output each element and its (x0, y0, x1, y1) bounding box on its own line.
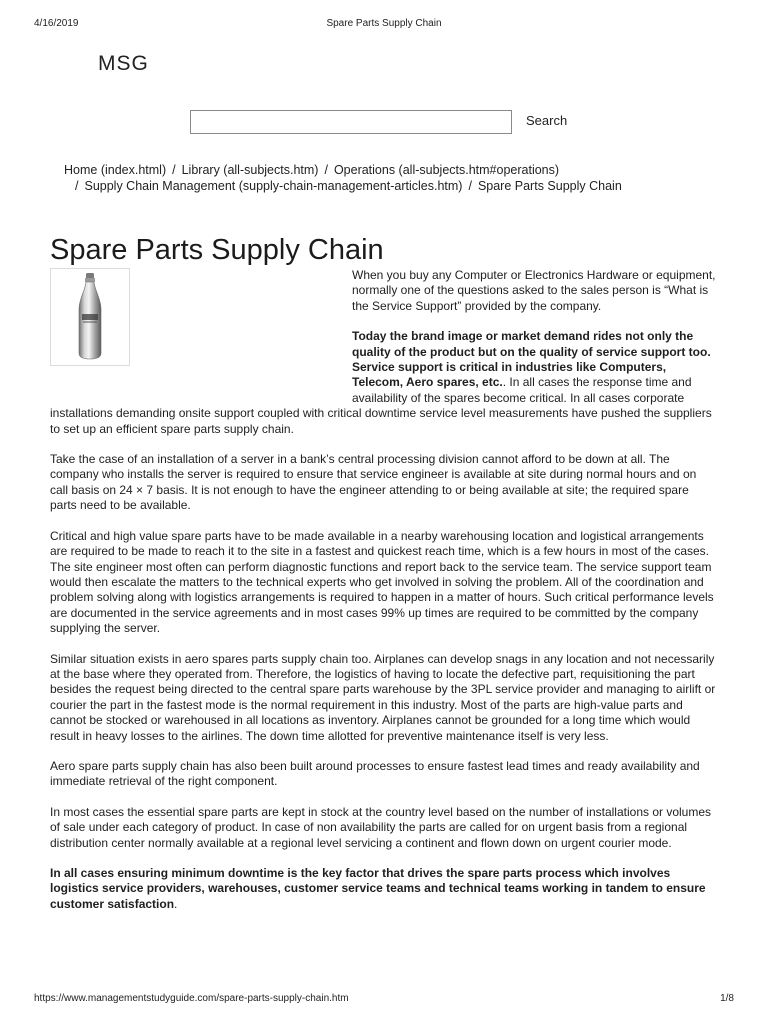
page-number: 1/8 (720, 993, 734, 1004)
breadcrumb (64, 162, 684, 194)
breadcrumb-current: Spare Parts Supply Chain (477, 179, 622, 193)
paragraph-text: . In all cases the response time and availability of the spares become critical. In all cases corporate installations demanding onsite support coupled with critical downtime service level measurements have pushed the suppliers to set up an efficient spare parts supply chain. (50, 375, 712, 436)
page-title: Spare Parts Supply Chain (50, 234, 384, 267)
emphasis-text: Today the brand image or market demand rides not only the quality of the product but on the quality of service support too. Service support is critical in industries like Computers, Telecom, Aero spares, etc. (352, 329, 711, 390)
search-input[interactable] (190, 110, 512, 134)
search-button[interactable]: Search (526, 113, 568, 128)
paragraph-text: . (174, 896, 178, 911)
breadcrumb-library[interactable]: Library (all-subjects.htm) (181, 163, 319, 177)
paragraph-aero-spares: Similar situation exists in aero spares parts supply chain too. Airplanes can develop snags in any location and not necessarily at the base where they operated from. Therefore, the logistics of having to locate the defective part, requisitioning the part besides the request being directed to the central spare parts warehouse by the 3PL service provider and managing to airlift or courier the part in the fastest mode is the normal requirement in this industry. Most of the parts are high-value parts and cannot be stocked or warehoused in all locations as inventory. Airplanes cannot be grounded for a long time which would result in heavy losses to the airlines. The down time allotted for preventive maintenance itself is very less. (50, 651, 716, 743)
breadcrumb-home[interactable]: Home (index.html) (64, 163, 167, 177)
breadcrumb-separator: / (75, 179, 79, 193)
print-doc-title: Spare Parts Supply Chain (326, 18, 442, 29)
breadcrumb-supply-chain-management[interactable]: Supply Chain Management (supply-chain-management-articles.htm) (84, 179, 463, 193)
paragraph-aero-processes: Aero spare parts supply chain has also been built around processes to ensure fastest lead times and ready availability and immediate retrieval of the right component. (50, 758, 700, 789)
image-spacer (50, 268, 352, 396)
paragraph-critical-parts: Critical and high value spare parts have to be made available in a nearby warehousing location and logistical arrangements are required to be made to reach it to the site in a fastest and quickest reach time, which is a few hours in most of the cases. The site engineer most often can perform diagnostic functions and report back to the service team. The service support team would then escalate the matters to the technical experts who get involved in solving the problem. All of the coordination and problem solving along with logistics arrangements is required to happen in a matter of hours. Such critical performance levels are documented in the service agreements and in most cases 99% up times are required to be committed by the company supplying the server. (50, 528, 714, 636)
breadcrumb-separator: / (324, 163, 328, 177)
breadcrumb-operations[interactable]: Operations (all-subjects.htm#operations) (333, 163, 560, 177)
emphasis-text: In all cases ensuring minimum downtime is the key factor that drives the spare parts process which involves logistics service providers, warehouses, customer service teams and technical teams working in tandem to ensure customer satisfaction (50, 866, 706, 911)
paragraph-server-case: Take the case of an installation of a server in a bank’s central processing division cannot afford to be down at all. The company who installs the server is required to ensure that service engineer is available at site during normal hours and on call basis on 24 × 7 basis. It is not enough to have the engineer attending to or being available at site; the required spare parts need to be available. (50, 452, 697, 513)
article-body (50, 268, 716, 927)
paragraph-stock-levels: In most cases the essential spare parts are kept in stock at the country level based on the number of installations or volumes of sale under each category of product. In case of non availability the parts are called for on urgent basis from a regional distribution center normally available at a regional level servicing a continent and flown down on urgent courier mode. (50, 804, 712, 850)
breadcrumb-separator: / (468, 179, 472, 193)
paragraph-conclusion (50, 866, 716, 912)
site-logo[interactable]: MSG (98, 52, 149, 75)
print-url: https://www.managementstudyguide.com/spare-parts-supply-chain.htm (34, 993, 349, 1004)
print-date: 4/16/2019 (34, 18, 79, 29)
intro-paragraph: When you buy any Computer or Electronics Hardware or equipment, normally one of the questions asked to the sales person is “What is the Service Support” provided by the company. (352, 268, 716, 313)
breadcrumb-separator: / (172, 163, 176, 177)
